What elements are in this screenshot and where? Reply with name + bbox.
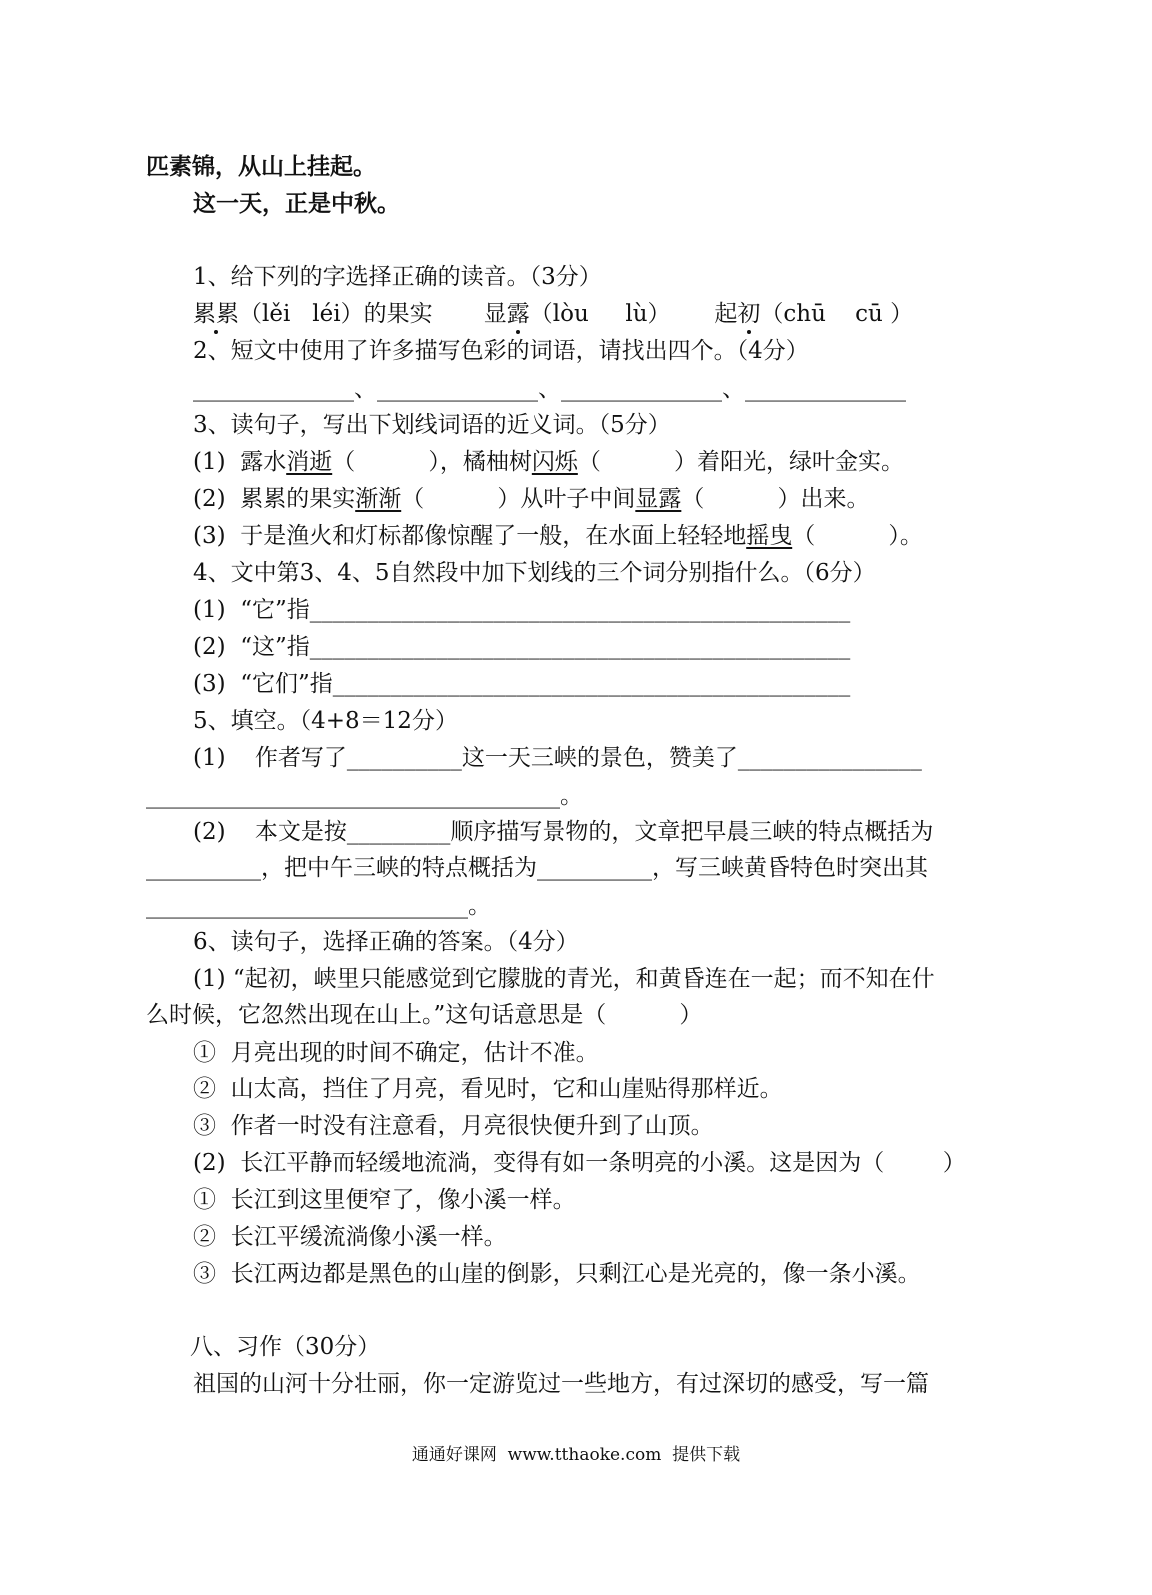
q5-line-3: (2) 本文是按_________顺序描写景物的，文章把早晨三峡的特点概括为 <box>193 819 934 845</box>
underlined-word: 渐渐 <box>355 486 402 512</box>
underlined-word: 摇曳 <box>746 523 793 549</box>
q6-p2-option-3: ③ 长江两边都是黑色的山崖的倒影，只剩江心是光亮的，像一条小溪。 <box>193 1261 921 1287</box>
q3-sentence-3: (3) 于是渔火和灯标都像惊醒了一般，在水面上轻轻地摇曳（ ）。 <box>193 523 923 549</box>
q4-line-1: (1) “它”指_______________________________________________ <box>193 597 851 623</box>
q2-title: 2、短文中使用了许多描写色彩的词语，请找出四个。（4分） <box>193 338 809 364</box>
q6-p1-line-a: (1) “起初，峡里只能感觉到它朦胧的青光，和黄昏连在一起；而不知在什 <box>193 966 935 992</box>
q6-title: 6、读句子，选择正确的答案。（4分） <box>193 929 579 955</box>
q6-p2-option-1: ① 长江到这里便窄了，像小溪一样。 <box>193 1187 576 1213</box>
q3-sentence-2: (2) 累累的果实渐渐（ ）从叶子中间显露（ ）出来。 <box>193 486 870 512</box>
underlined-word: 显露 <box>635 486 682 512</box>
section-8-title: 八、习作（30分） <box>190 1334 381 1360</box>
underlined-word: 闪烁 <box>531 449 578 475</box>
q6-p1-option-3: ③ 作者一时没有注意看，月亮很快便升到了山顶。 <box>193 1113 714 1139</box>
page-footer: 通通好课网 www.tthaoke.com 提供下载 <box>411 1445 741 1465</box>
q6-p2-option-2: ② 长江平缓流淌像小溪一样。 <box>193 1224 507 1250</box>
q3-sentence-1: (1) 露水消逝（ ），橘柚树闪烁（ ）着阳光，绿叶金实。 <box>193 449 904 475</box>
underlined-word: 消逝 <box>286 449 333 475</box>
q5-line-2: ____________________________________。 <box>146 783 583 809</box>
q1-title: 1、给下列的字选择正确的读音。（3分） <box>193 264 602 290</box>
q5-line-4: __________，把中午三峡的特点概括为__________，写三峡黄昏特色时突出其 <box>146 855 928 881</box>
q1-options <box>193 299 913 329</box>
q6-p1-line-b: 么时候，它忽然出现在山上。”这句话意思是（ ） <box>146 1002 703 1028</box>
q2-answer-blanks: ______________、______________、______________、______________ <box>193 376 906 402</box>
q1-w3: 起初（chū cū ） <box>714 301 914 327</box>
q5-title: 5、填空。（4+8＝12分） <box>193 708 458 734</box>
q1-w2: 显露（lòu lù） <box>483 301 671 327</box>
q4-line-2: (2) “这”指_______________________________________________ <box>193 634 851 660</box>
q6-p1-option-1: ① 月亮出现的时间不确定，估计不准。 <box>193 1040 599 1066</box>
dotted-char: 露 <box>506 301 530 327</box>
q3-title: 3、读句子，写出下划线词语的近义词。（5分） <box>193 412 671 438</box>
passage-line-2: 这一天，正是中秋。 <box>193 190 400 217</box>
q5-line-1: (1) 作者写了__________这一天三峡的景色，赞美了________________ <box>193 745 922 771</box>
q5-line-5: ____________________________。 <box>146 893 491 919</box>
passage-line-1: 匹素锦，从山上挂起。 <box>146 153 376 180</box>
q4-title: 4、文中第3、4、5自然段中加下划线的三个词分别指什么。（6分） <box>193 560 876 586</box>
q1-w1: 累累（lěi léi）的果实 <box>193 301 433 327</box>
q6-p2-line-a: (2) 长江平静而轻缓地流淌，变得有如一条明亮的小溪。这是因为（ ） <box>193 1150 966 1176</box>
dotted-char: 初 <box>737 301 761 327</box>
dotted-char: 累累 <box>193 301 239 327</box>
q4-line-3: (3) “它们”指_____________________________________________ <box>193 671 851 697</box>
section-8-text: 祖国的山河十分壮丽，你一定游览过一些地方，有过深切的感受，写一篇 <box>193 1371 929 1397</box>
q6-p1-option-2: ② 山太高，挡住了月亮，看见时，它和山崖贴得那样近。 <box>193 1076 783 1102</box>
